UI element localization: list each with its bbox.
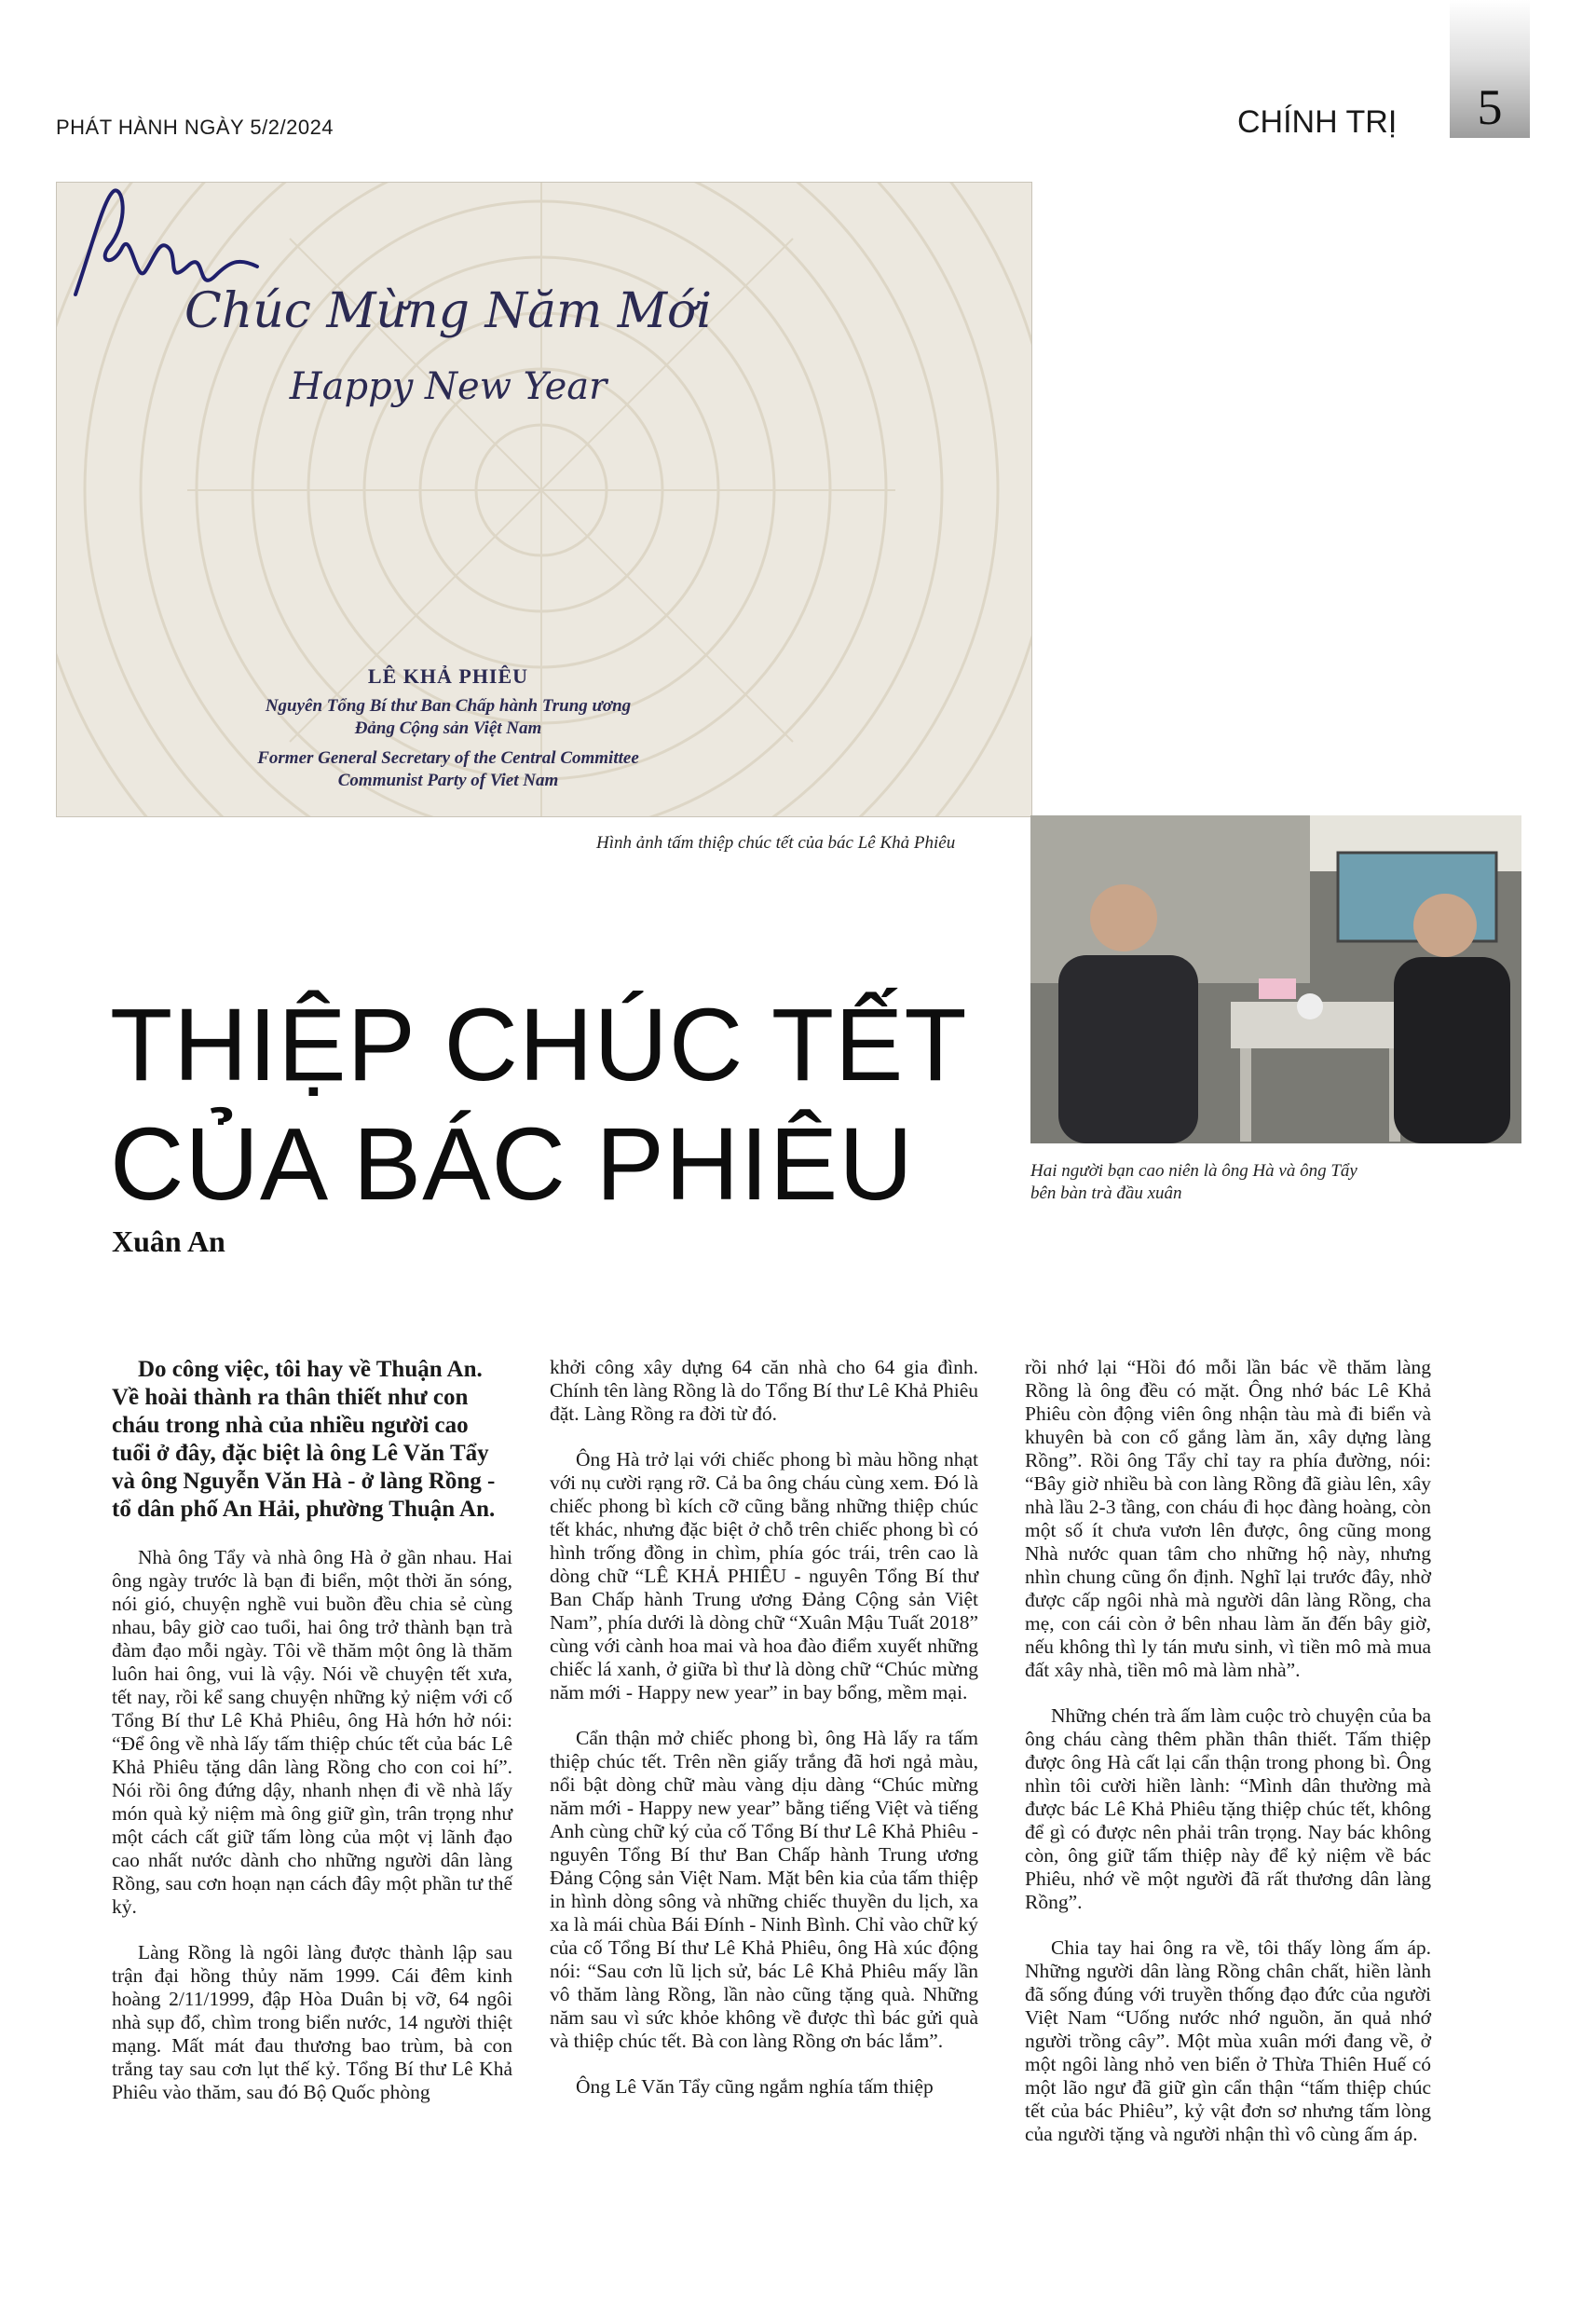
card-greeting-english: Happy New Year: [289, 365, 607, 408]
card-greeting-vietnamese: Chúc Mừng Năm Mới: [184, 283, 712, 339]
paragraph: rồi nhớ lại “Hồi đó mỗi lần bác về thăm làng Rồng là ông đều có mặt. Ông nhớ bác Lê Khả Phiêu còn động viên ông nhận tàu mà đi biển và khuyên bà con cố gắng làm ăn, xây dựng làng Rồng”. Rồi ông Tẩy chỉ tay ra phía đường, nói: “Bây giờ nhiều bà con làng Rồng đã giàu lên, xây nhà lầu 2-3 tầng, con cháu đi học đàng hoàng, còn một số ít chưa vươn lên được, ông cũng mong Nhà nước quan tâm cho những hộ này, nhưng nhìn chung cũng ổn định. Nghĩ lại trước đây, nhờ được cấp ngôi nhà mà người dân làng Rồng, cha mẹ, con cái còn ở bên nhau làm ăn đến bây giờ, nếu không thì ly tán mưu sinh, vì tiền mô mà mua đất xây nhà, tiền mô mà làm nhà”.: [1025, 1356, 1431, 1681]
photo-two-elders: [1030, 815, 1521, 1143]
paragraph: Làng Rồng là ngôi làng được thành lập sau trận đại hồng thủy năm 1999. Cái đêm kinh hoàng 2/11/1999, đập Hòa Duân bị vỡ, 64 ngôi nhà sụp đổ, chìm trong biển nước, 14 người thiệt mạng. Mất mát đau thương bao trùm, bà con trắng tay sau cơn lụt thế kỷ. Tổng Bí thư Lê Khả Phiêu vào thăm, sau đó Bộ Quốc phòng: [112, 1941, 512, 2103]
photo-caption-line-1: Hai người bạn cao niên là ông Hà và ông Tẩy: [1030, 1161, 1357, 1181]
paragraph: Ông Hà trở lại với chiếc phong bì màu hồng nhạt với nụ cười rạng rỡ. Cả ba ông cháu cùng xem. Đó là chiếc phong bì kích cỡ cũng bằng những thiệp chúc tết khác, nhưng đặc biệt ở chỗ trên chiếc phong bì có hình trống đồng in chìm, phía góc trái, trên cao là dòng chữ “LÊ KHẢ PHIÊU - nguyên Tổng Bí thư Ban Chấp hành Trung ương Đảng Cộng sản Việt Nam”, phía dưới là dòng chữ “Xuân Mậu Tuất 2018” cùng với cành hoa mai và hoa đào điểm xuyết những chiếc lá xanh, ở giữa bì thư là dòng chữ “Chúc mừng năm mới - Happy new year” in bay bổng, mềm mại.: [550, 1448, 978, 1703]
paragraph: Chia tay hai ông ra về, tôi thấy lòng ấm áp. Những người dân làng Rồng chân chất, hiền lành đã sống đúng với truyền thống đạo đức của người Việt Nam “Uống nước nhớ nguồn, ăn quả nhớ người trồng cây”. Một mùa xuân mới đang về, ở một ngôi làng nhỏ ven biển ở Thừa Thiên Huế có một lão ngư đã giữ gìn cẩn thận “tấm thiệp chúc tết của bác Phiêu”, kỷ vật đơn sơ nhưng tấm lòng của người tặng và người nhận thì vô cùng ấm áp.: [1025, 1936, 1431, 2145]
card-title-vi-1: Nguyên Tổng Bí thư Ban Chấp hành Trung ương: [265, 696, 632, 716]
article-lead: Do công việc, tôi hay về Thuận An. Về hoài thành ra thân thiết như con cháu trong nhà của nhiều người cao tuổi ở đây, đặc biệt là ông Lê Văn Tẩy và ông Nguyễn Văn Hà - ở làng Rồng - tổ dân phố An Hải, phường Thuận An.: [112, 1357, 496, 1522]
article-column-3: [1025, 1356, 1431, 2168]
card-title-vi-2: Đảng Cộng sản Việt Nam: [354, 718, 542, 738]
paragraph: Ông Lê Văn Tẩy cũng ngắm nghía tấm thiệp: [576, 2075, 934, 2098]
article-title-line-1: THIỆP CHÚC TẾT: [110, 988, 968, 1102]
article-author: Xuân An: [112, 1224, 225, 1258]
section-name: CHÍNH TRỊ: [1237, 104, 1398, 140]
photo-caption-line-2: bên bàn trà đầu xuân: [1030, 1183, 1182, 1203]
card-signatory-name: LÊ KHẢ PHIÊU: [367, 664, 529, 688]
page-number: 5: [1477, 79, 1503, 135]
article-column-2: [550, 1356, 978, 2121]
paragraph: Nhà ông Tẩy và nhà ông Hà ở gần nhau. Hai ông ngày trước là bạn đi biển, một thời ăn sóng, nói gió, chuyện nghề vui buồn đều chia sẻ cùng nhau, bây giờ cao tuổi, hai ông trở thành bạn trà đàm đạo mỗi ngày. Tôi về thăm một ông là thăm luôn hai ông, vui là vậy. Nói về chuyện tết xưa, tết nay, rồi kể sang chuyện những kỷ niệm với cố Tổng Bí thư Lê Khả Phiêu, ông Hà hớn hở nói: “Để ông về nhà lấy tấm thiệp chúc tết của bác Lê Khả Phiêu tặng dân làng Rồng cho con coi hí”. Nói rồi ông đứng dậy, nhanh nhẹn đi về nhà lấy món quà kỷ niệm mà ông giữ gìn, trân trọng như một cách cất giữ tấm lòng của một vị lãnh đạo cao nhất nước dành cho những người dân làng Rồng, sau cơn hoạn nạn cách đây một phần tư thế kỷ.: [112, 1546, 512, 1918]
card-title-en-2: Communist Party of Viet Nam: [337, 771, 559, 790]
article-title-line-2: CỦA BÁC PHIÊU: [110, 1107, 914, 1222]
paragraph: khởi công xây dựng 64 căn nhà cho 64 gia đình. Chính tên làng Rồng là do Tổng Bí thư Lê Khả Phiêu đặt. Làng Rồng ra đời từ đó.: [550, 1356, 978, 1425]
paragraph: Những chén trà ấm làm cuộc trò chuyện của ba ông cháu càng thêm phần thân thiết. Tấm thiệp được ông Hà cất lại cẩn thận trong phong bì. Ông nhìn tôi cười hiền lành: “Mình dân thường mà được bác Lê Khả Phiêu tặng thiệp chúc tết, không để gì có được nên phải trân trọng. Nay bác không còn, ông giữ tấm thiệp này để kỷ niệm về bác Phiêu, nhớ về một người đã rất thương dân làng Rồng”.: [1025, 1704, 1431, 1913]
article-title: [110, 986, 968, 1224]
photo-illustration: [1030, 815, 1521, 1143]
photo-caption: [1030, 1160, 1422, 1205]
card-title-en-1: Former General Secretary of the Central Committee: [257, 748, 639, 768]
article-column-1: [112, 1356, 512, 2127]
card-caption: Hình ảnh tấm thiệp chúc tết của bác Lê Khả Phiêu: [596, 833, 956, 853]
issue-date: PHÁT HÀNH NGÀY 5/2/2024: [56, 116, 334, 139]
greeting-card-image: [56, 182, 1032, 817]
paragraph: Cẩn thận mở chiếc phong bì, ông Hà lấy ra tấm thiệp chúc tết. Trên nền giấy trắng đã hơi ngả màu, nổi bật dòng chữ màu vàng dịu dàng “Chúc mừng năm mới - Happy new year” bằng tiếng Việt và tiếng Anh cùng chữ ký của cố Tổng Bí thư Lê Khả Phiêu - nguyên Tổng Bí thư Ban Chấp hành Trung ương Đảng Cộng sản Việt Nam. Mặt bên kia của tấm thiệp in hình dòng sông và những chiếc thuyền du lịch, xa xa là mái chùa Bái Đính - Ninh Bình. Chỉ vào chữ ký của cố Tổng Bí thư Lê Khả Phiêu, ông Hà xúc động nói: “Sau cơn lũ lịch sử, bác Lê Khả Phiêu mấy lần vô thăm làng Rồng, lần nào cũng tặng quà. Những năm sau vì sức khỏe không về được thì bác gửi quà và thiệp chúc tết. Bà con làng Rồng ơn bác lắm”.: [550, 1727, 978, 2052]
handwritten-signature: [57, 183, 271, 313]
